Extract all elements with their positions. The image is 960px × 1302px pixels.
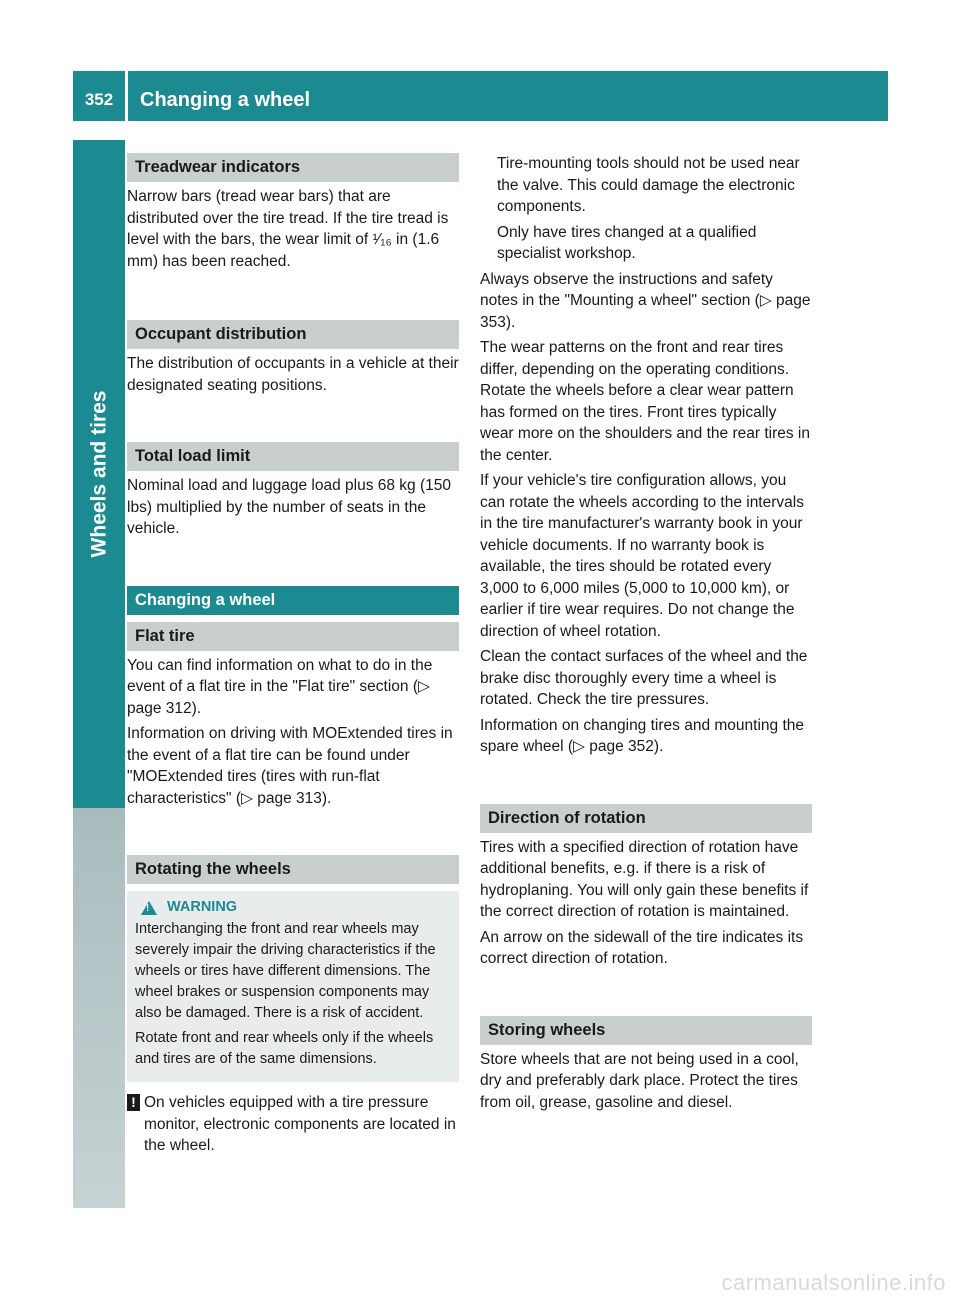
direction-text-2: An arrow on the sidewall of the tire indicates its correct direction of rotation. bbox=[480, 928, 804, 967]
page-number: 352 bbox=[84, 90, 114, 109]
flat-tire-text-1: You can find information on what to do in the event of a flat tire in the "Flat tire" section (▷ page 312). bbox=[127, 656, 433, 717]
header-divider bbox=[125, 71, 128, 121]
note bbox=[127, 1092, 459, 1157]
warning-header bbox=[141, 897, 451, 918]
storing-text: Store wheels that are not being used in a cool, dry and preferably dark place. Protect the tires from oil, grease, gasoline and diesel. bbox=[480, 1050, 799, 1111]
note-exclamation-icon: ! bbox=[127, 1094, 140, 1111]
warning-box bbox=[127, 891, 459, 1082]
side-tab-lower bbox=[73, 808, 125, 1208]
note-continued-2: Only have tires changed at a qualified specialist workshop. bbox=[497, 223, 757, 262]
watermark-text: carmanualsonline.info bbox=[721, 1270, 946, 1295]
note-text: On vehicles equipped with a tire pressure monitor, electronic components are located in the wheel. bbox=[144, 1094, 456, 1154]
warning-label: WARNING bbox=[167, 899, 238, 915]
note-continued-1: Tire-mounting tools should not be used near the valve. This could damage the electronic components. bbox=[497, 155, 800, 215]
side-tab-label: Wheels and tires bbox=[87, 390, 111, 558]
storing-heading: Storing wheels bbox=[480, 1016, 812, 1045]
page-title: Changing a wheel bbox=[140, 88, 311, 111]
watermark bbox=[0, 1270, 960, 1296]
occupant-text: The distribution of occupants in a vehicle at their designated seating positions. bbox=[127, 355, 459, 394]
total-load-text: Nominal load and luggage load plus 68 kg (150 lbs) multiplied by the number of seats in the vehicle. bbox=[127, 477, 452, 537]
section-heading-changing-wheel: Changing a wheel bbox=[127, 586, 459, 615]
direction-text-1: Tires with a specified direction of rotation have additional benefits, e.g. if there is a risk of hydroplaning. You will only gain these benefits if the correct direction of rotation is maintained. bbox=[480, 838, 809, 920]
rotation-paragraph-1: Always observe the instructions and safety notes in the "Mounting a wheel" section (▷ page 353). bbox=[480, 270, 811, 331]
left-column bbox=[127, 153, 459, 1157]
occupant-heading: Occupant distribution bbox=[127, 320, 459, 349]
rotation-paragraph-3: If your vehicle's tire configuration allows, you can rotate the wheels according to the intervals in the tire manufacturer's warranty book in your vehicle documents. If no warranty book is available, the tires should be rotated every 3,000 to 6,000 miles (5,000 to 10,000 km), or earlier if tire wear requires. Do not change the direction of wheel rotation. bbox=[480, 472, 804, 640]
rotation-paragraph-4: Clean the contact surfaces of the wheel and the brake disc thoroughly every time a wheel is rotated. Check the tire pressures. bbox=[480, 648, 808, 708]
flat-tire-text-2: Information on driving with MOExtended tires in the event of a flat tire can be found under "MOExtended tires (tires with run-flat characteristics" (▷ page 313). bbox=[127, 725, 453, 807]
rotation-paragraph-5: Information on changing tires and mounting the spare wheel (▷ page 352). bbox=[480, 716, 804, 755]
warning-text-2: Rotate front and rear wheels only if the wheels and tires are of the same dimensions. bbox=[135, 1030, 434, 1067]
warning-triangle-icon bbox=[141, 901, 157, 915]
treadwear-text: Narrow bars (tread wear bars) that are distributed over the tire tread. If the tire tread is level with the bars, the wear limit of ¹⁄₁₆ in (1.6 mm) has been reached. bbox=[127, 188, 449, 270]
treadwear-heading: Treadwear indicators bbox=[127, 153, 459, 182]
side-tab-label-wrap bbox=[73, 140, 125, 808]
right-column bbox=[480, 153, 812, 1117]
direction-heading: Direction of rotation bbox=[480, 804, 812, 833]
flat-tire-heading: Flat tire bbox=[127, 622, 459, 651]
total-load-heading: Total load limit bbox=[127, 442, 459, 471]
rotation-paragraph-2: The wear patterns on the front and rear tires differ, depending on the operating conditions. Rotate the wheels before a clear wear pattern has formed on the tires. Front tires typically wear more on the shoulders and the rear tires in the center. bbox=[480, 339, 810, 464]
rotating-heading: Rotating the wheels bbox=[127, 855, 459, 884]
warning-text-1: Interchanging the front and rear wheels may severely impair the driving characteristics if the wheels or tires have different dimensions. The wheel brakes or suspension components may also be damaged. There is a risk of accident. bbox=[135, 921, 436, 1021]
